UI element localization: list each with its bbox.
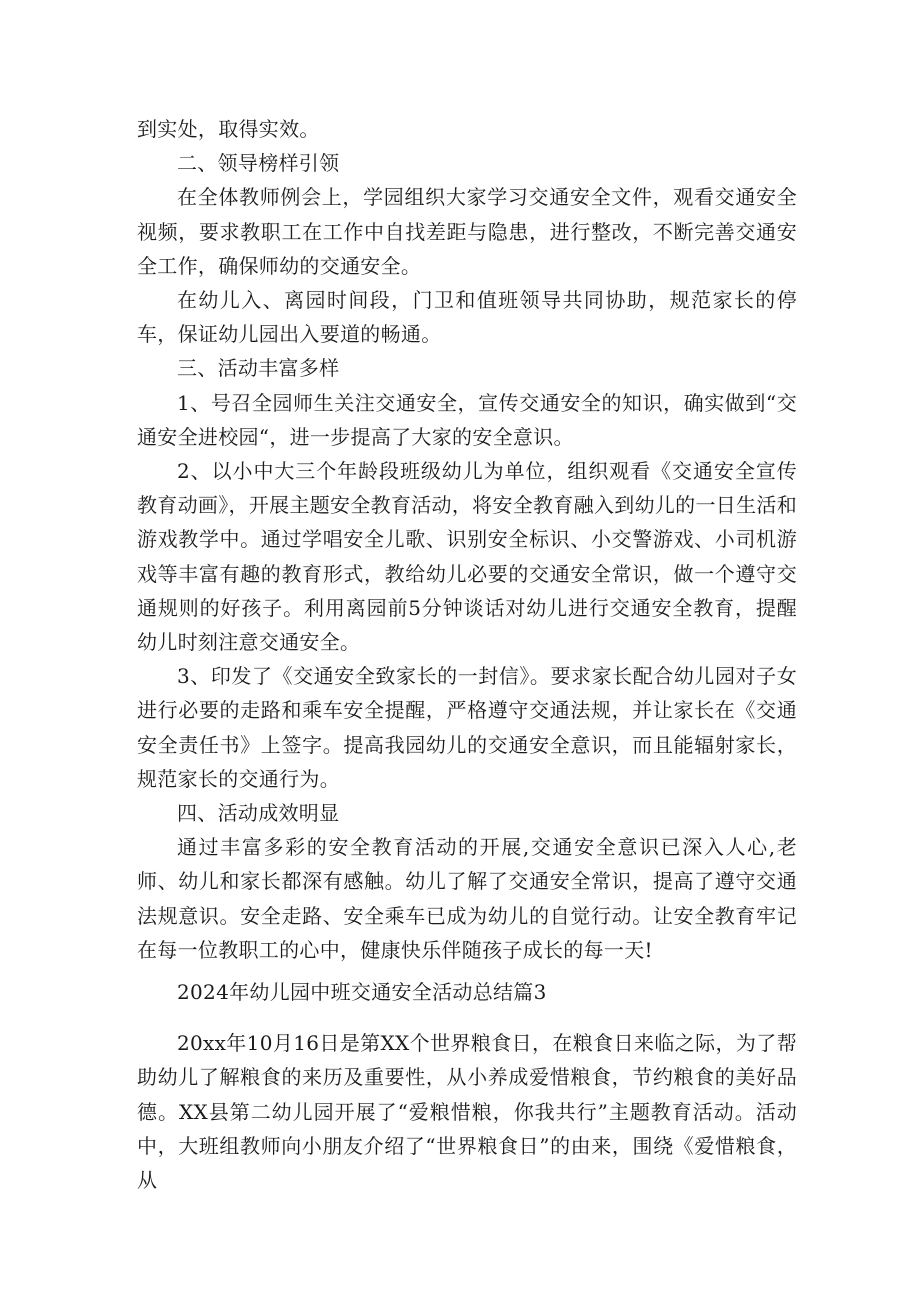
article-title: 2024年幼儿园中班交通安全活动总结篇3 (177, 980, 547, 1005)
paragraph: 通过丰富多彩的安全教育活动的开展,交通安全意识已深入人心,老师、幼儿和家长都深有感触。幼儿了解了交通安全常识，提高了遵守交通法规意识。安全走路、安全乘车已成为幼儿的自觉行动。让安全教育牢记在每一位教职工的心中，健康快乐伴随孩子成长的每一天! (137, 835, 797, 962)
document-body (137, 112, 797, 1197)
list-item-paragraph: 3、印发了《交通安全致家长的一封信》。要求家长配合幼儿园对子女进行必要的走路和乘车安全提醒，严格遵守交通法规，并让家长在《交通安全责任书》上签字。提高我园幼儿的交通安全意识，而且能辐射家长，规范家长的交通行为。 (137, 664, 797, 791)
paragraph: 在全体教师例会上，学园组织大家学习交通安全文件，观看交通安全视频，要求教职工在工作中自找差距与隐患，进行整改，不断完善交通安全工作，确保师幼的交通安全。 (137, 185, 797, 278)
list-item-paragraph: 2、以小中大三个年龄段班级幼儿为单位，组织观看《交通安全宣传教育动画》，开展主题安全教育活动，将安全教育融入到幼儿的一日生活和游戏教学中。通过学唱安全儿歌、识别安全标识、小交警游戏、小司机游戏等丰富有趣的教育形式，教给幼儿必要的交通安全常识，做一个遵守交通规则的好孩子。利用离园前5分钟谈话对幼儿进行交通安全教育，提醒幼儿时刻注意交通安全。 (137, 459, 797, 655)
paragraph: 在幼儿入、离园时间段，门卫和值班领导共同协助，规范家长的停车，保证幼儿园出入要道的畅通。 (137, 288, 797, 347)
paragraph-continuation: 到实处，取得实效。 (137, 117, 320, 141)
paragraph: 20xx年10月16日是第XX个世界粮食日，在粮食日来临之际，为了帮助幼儿了解粮食的来历及重要性，从小养成爱惜粮食，节约粮食的美好品德。XX县第二幼儿园开展了“爱粮惜粮，你我共行”主题教育活动。活动中，大班组教师向小朋友介绍了“世界粮食日”的由来，围绕《爱惜粮食，从 (137, 1031, 797, 1193)
section-heading-4: 四、活动成效明显 (177, 801, 340, 826)
section-heading-3: 三、活动丰富多样 (177, 356, 340, 381)
list-item-paragraph: 1、号召全园师生关注交通安全，宣传交通安全的知识，确实做到“交通安全进校园“，进一步提高了大家的安全意识。 (137, 390, 797, 449)
section-heading-2: 二、领导榜样引领 (177, 151, 340, 176)
